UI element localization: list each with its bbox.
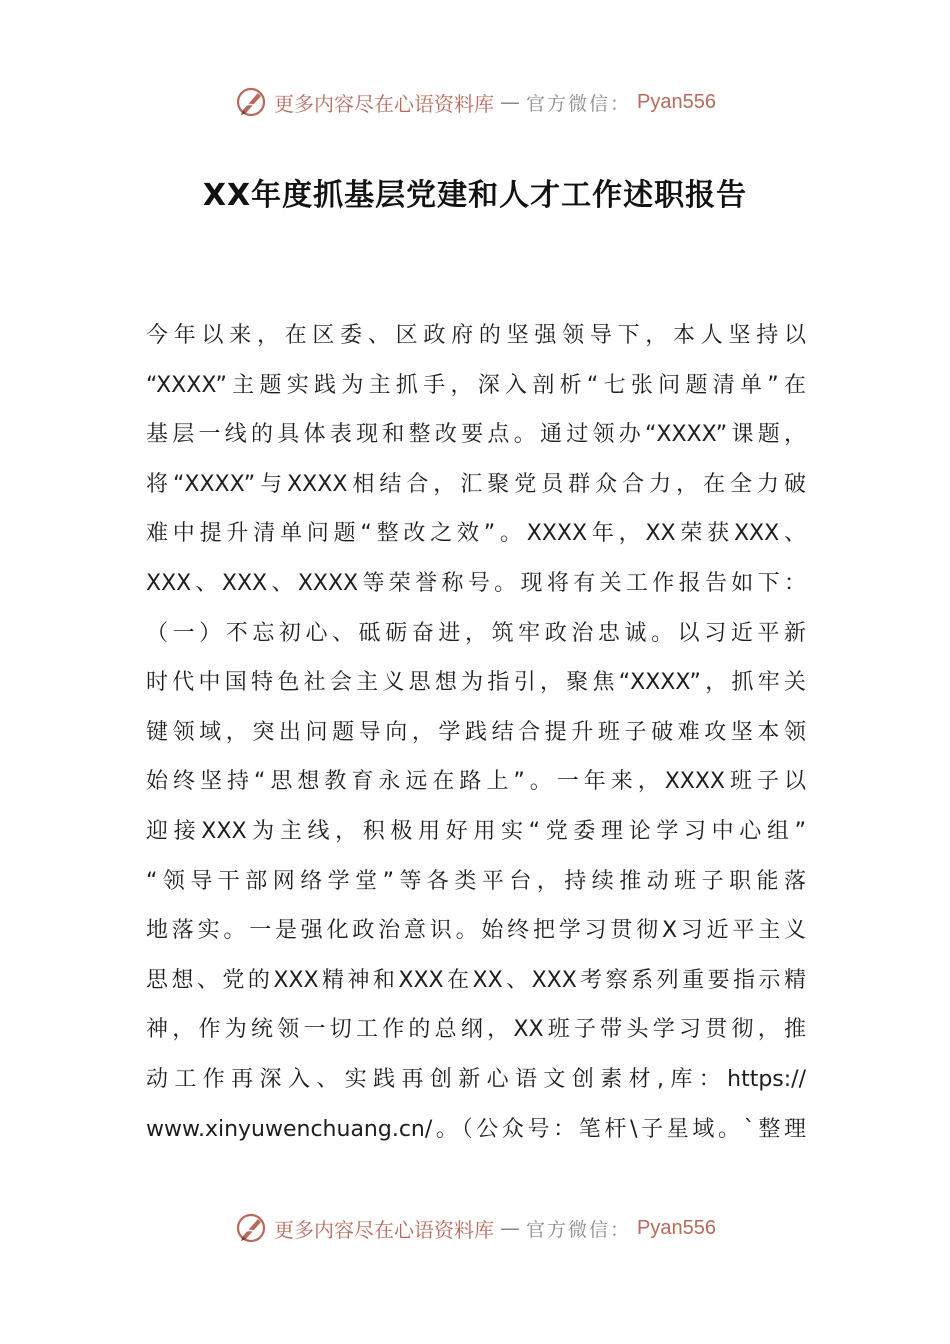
footer-watermark-banner — [0, 1206, 950, 1250]
body-line: “领导干部网络学堂”等各类平台，持续推动班子职能落 — [146, 868, 806, 894]
banner-dash: — — [500, 90, 520, 114]
body-line: 基层一线的具体表现和整改要点。通过领办“XXXX”课题， — [146, 422, 806, 448]
pen-logo-icon — [234, 1211, 268, 1245]
body-line: 地落实。一是强化政治意识。始终把学习贯彻X习近平主义 — [146, 918, 806, 944]
body-line: XXX、XXX、XXXX等荣誉称号。现将有关工作报告如下： — [146, 570, 806, 596]
body-line: 迎接XXX为主线，积极用好用实“党委理论学习中心组” — [146, 818, 806, 844]
body-line: （一）不忘初心、砥砺奋进，筑牢政治忠诚。以习近平新 — [146, 620, 806, 646]
body-line: 神，作为统领一切工作的总纲，XX班子带头学习贯彻，推 — [146, 1017, 806, 1043]
header-watermark-banner — [0, 80, 950, 124]
body-line: 时代中国特色社会主义思想为指引，聚焦“XXXX”，抓牢关 — [146, 670, 806, 696]
body-line: 动工作再深入、实践再创新心语文创素材,库：https:// — [146, 1066, 806, 1092]
body-line: www.xinyuwenchuang.cn/。（公众号：笔杆\子星域。`整理 — [146, 1116, 806, 1142]
pen-logo-icon — [234, 85, 268, 119]
document-body — [146, 311, 806, 1154]
banner-official-label: 官方微信： — [526, 1218, 632, 1241]
banner-wechat-id: Pyan556 — [637, 90, 716, 113]
banner-wechat-id: Pyan556 — [637, 1216, 716, 1239]
banner-dash: — — [500, 1216, 520, 1240]
body-line: 将“XXXX”与XXXX相结合，汇聚党员群众合力，在全力破 — [146, 471, 806, 497]
banner-site-name: 更多内容尽在心语资料库 — [274, 1217, 494, 1242]
body-line: 思想、党的XXX精神和XXX在XX、XXX考察系列重要指示精 — [146, 967, 806, 993]
banner-site-name: 更多内容尽在心语资料库 — [274, 91, 494, 116]
body-line: 始终坚持“思想教育永远在路上”。一年来，XXXX班子以 — [146, 769, 806, 795]
body-line: 难中提升清单问题“整改之效”。XXXX年，XX荣获XXX、 — [146, 521, 806, 547]
body-line: 键领域，突出问题导向，学践结合提升班子破难攻坚本领 — [146, 719, 806, 745]
banner-official-label: 官方微信： — [526, 92, 632, 115]
body-line: 今年以来，在区委、区政府的坚强领导下，本人坚持以 — [146, 323, 806, 348]
body-line: “XXXX”主题实践为主抓手，深入剖析“七张问题清单”在 — [146, 372, 806, 398]
document-title: XX年度抓基层党建和人才工作述职报告 — [202, 178, 748, 213]
